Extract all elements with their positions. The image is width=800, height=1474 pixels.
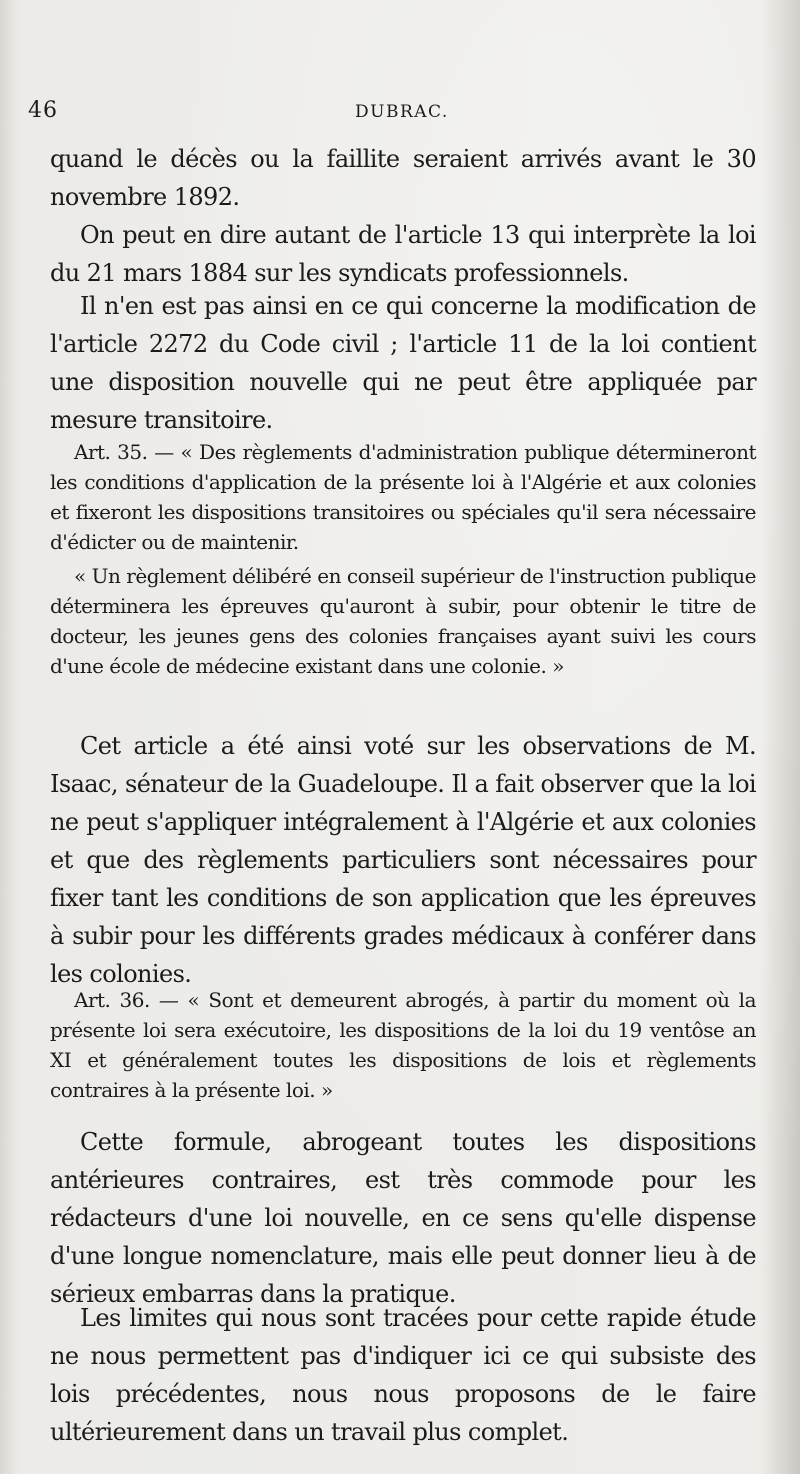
paragraph-article-2272: Il n'en est pas ainsi en ce qui concerne la modification de l'article 2272 du Code civil ; l'article 11 de la loi contient une disposition nouvelle qui ne peut être appliquée par mesure transitoire. — [50, 292, 756, 434]
running-head: DUBRAC. — [355, 102, 449, 122]
quote-article-36: Art. 36. — « Sont et demeurent abrogés, à partir du moment où la présente loi sera exécutoire, les dispositions de la loi du 19 ventôse an XI et généralement toutes les dispositions de lois et règlements contraires à la présente loi. » — [50, 988, 756, 1102]
paragraph-formula-commentary: Cette formule, abrogeant toutes les dispositions antérieures contraires, est très commode pour les rédacteurs d'une loi nouvelle, en ce sens qu'elle dispense d'une longue nomenclature, mais elle peut donner lieu à de sérieux embarras dans la pratique. — [50, 1128, 756, 1308]
quote-article-35: Art. 35. — « Des règlements d'administration publique détermineront les conditions d'application de la présente loi à l'Algérie et aux colonies et fixeront les dispositions transitoires ou spéciales qu'il sera nécessaire d'édicter ou de maintenir. — [50, 440, 756, 554]
paragraph-commentary-isaac: Cet article a été ainsi voté sur les observations de M. Isaac, sénateur de la Guadeloupe. Il a fait observer que la loi ne peut s'appliquer intégralement à l'Algérie et aux colonies et que des règlements particuliers sont nécessaires pour fixer tant les conditions de son application que les épreuves à subir pour les différents grades médicaux à conférer dans les colonies. — [50, 732, 756, 988]
quote-article-35-second: « Un règlement délibéré en conseil supérieur de l'instruction publique déterminera les épreuves qu'auront à subir, pour obtenir le titre de docteur, les jeunes gens des colonies françaises ayant suivi les cours d'une école de médecine existant dans une colonie. » — [50, 564, 756, 678]
paragraph-continuation: quand le décès ou la faillite seraient arrivés avant le 30 novembre 1892. — [50, 145, 756, 211]
paragraph-article-13: On peut en dire autant de l'article 13 qui interprète la loi du 21 mars 1884 sur les syndicats professionnels. — [50, 221, 756, 287]
page-header — [0, 98, 800, 128]
paragraph-conclusion: Les limites qui nous sont tracées pour cette rapide étude ne nous permettent pas d'indiquer ici ce qui subsiste des lois précédentes, nous nous proposons de le faire ultérieurement dans un travail plus complet. — [50, 1304, 756, 1446]
page-number: 46 — [28, 98, 58, 123]
